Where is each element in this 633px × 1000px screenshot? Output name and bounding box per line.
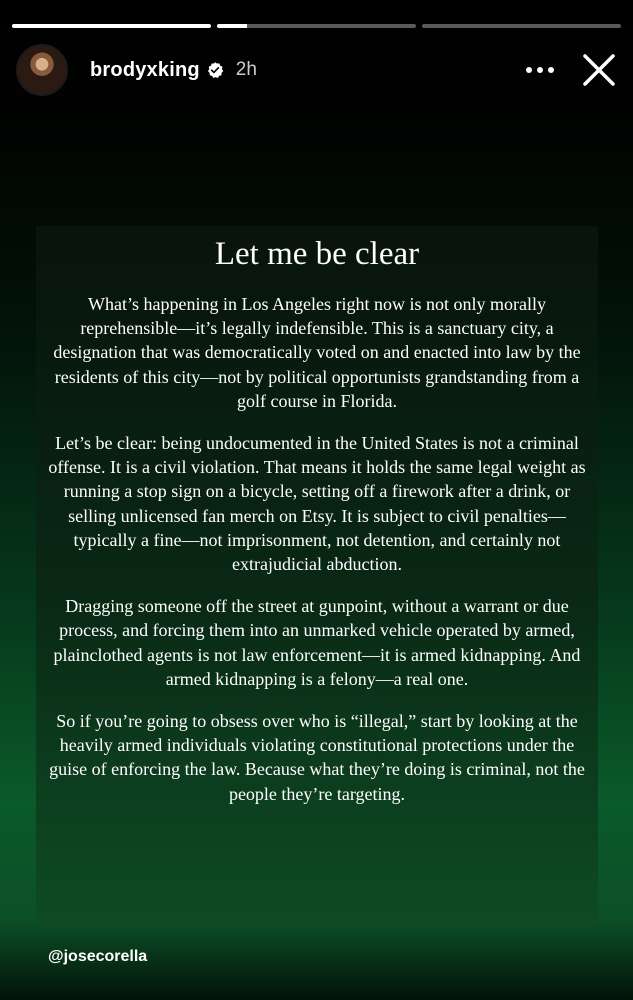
- story-header: [16, 44, 619, 96]
- statement-card: [36, 226, 598, 926]
- progress-fill: [12, 24, 211, 28]
- more-options-icon[interactable]: [523, 53, 557, 87]
- statement-title: Let me be clear: [214, 236, 420, 272]
- statement-paragraph: Dragging someone off the street at gunpoint, without a warrant or due process, and forcing them into an unmarked vehicle operated by armed, plainclothed agents is not law enforcement—it is armed kidnapping. And armed kidnapping is a felony—a real one.: [53, 596, 581, 689]
- mention-tag[interactable]: @josecorella: [48, 948, 148, 965]
- statement-paragraph: Let’s be clear: being undocumented in the United States is not a criminal offense. It is a civil violation. That means it holds the same legal weight as running a stop sign on a bicycle, setting off a firework after a drink, or selling unlicensed fan merch on Etsy. It is subject to civil penalties—typically a fine—not imprisonment, not detention, and certainly not extrajudicial abduction.: [48, 433, 586, 575]
- statement-paragraph: What’s happening in Los Angeles right now is not only morally reprehensible—it’s legally indefensible. This is a sanctuary city, a designation that was democratically voted on and enacted into law by the residents of this city—not by political opportunists grandstanding from a golf course in Florida.: [53, 294, 581, 411]
- post-time: 2h: [235, 59, 257, 80]
- verified-badge-icon: [206, 61, 224, 79]
- statement-paragraph: So if you’re going to obsess over who is “illegal,” start by looking at the heavily armed individuals violating constitutional protections under the guise of enforcing the law. Because what they’re doing is criminal, not the people they’re targeting.: [49, 711, 585, 804]
- progress-segment-2: [217, 24, 416, 28]
- progress-fill: [217, 24, 247, 28]
- avatar[interactable]: [16, 44, 68, 96]
- close-icon[interactable]: [579, 50, 619, 90]
- story-progress-bar: [12, 24, 621, 28]
- progress-segment-3: [422, 24, 621, 28]
- username-link[interactable]: brodyxking: [90, 58, 200, 81]
- progress-segment-1: [12, 24, 211, 28]
